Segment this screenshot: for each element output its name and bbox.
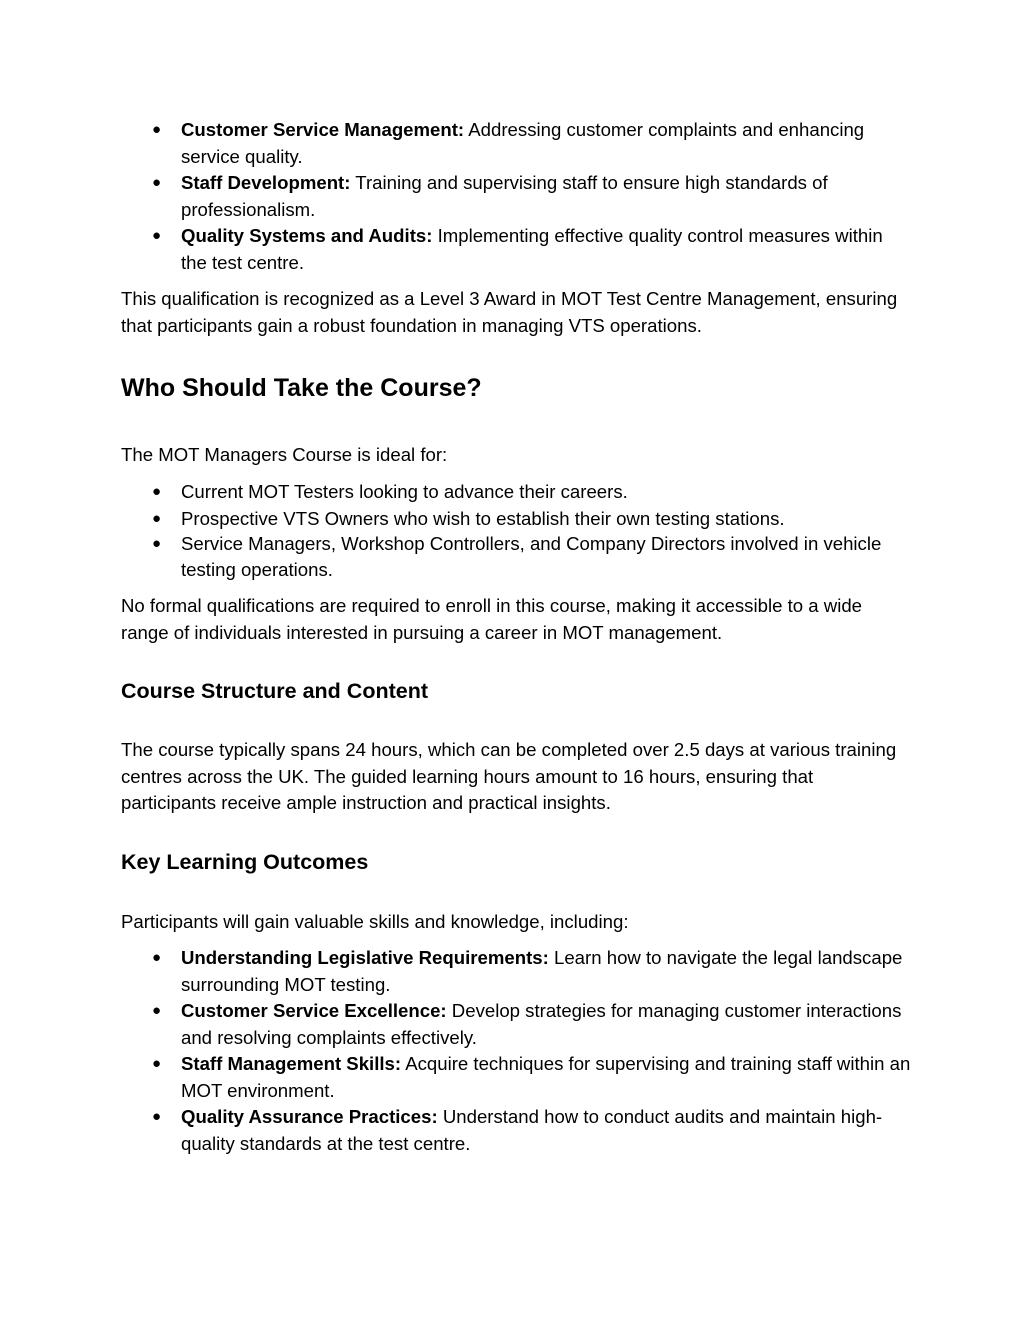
list-item xyxy=(121,117,911,170)
list-item-text: Training and supervising staff to ensure high standards of professionalism. xyxy=(181,172,828,220)
list-item xyxy=(121,506,911,531)
list-item-text: Service Managers, Workshop Controllers, and Company Directors involved in vehicle testing operations. xyxy=(181,532,882,580)
bullet-icon: ● xyxy=(152,227,162,244)
paragraph-text: No formal qualifications are required to enroll in this course, making it accessible to a wide range of individuals interested in pursuing a career in MOT management. xyxy=(121,595,863,643)
list-item-title: Staff Management Skills: xyxy=(181,1053,402,1074)
list-item xyxy=(121,945,911,998)
list-item-title: Quality Systems and Audits: xyxy=(181,225,433,246)
bullet-icon: ● xyxy=(152,1002,162,1019)
heading-course-structure: Course Structure and Content xyxy=(121,679,428,703)
list-item-title: Understanding Legislative Requirements: xyxy=(181,947,549,968)
list-item xyxy=(121,1104,911,1157)
paragraph-text: The course typically spans 24 hours, which can be completed over 2.5 days at various training centres across the UK. The guided learning hours amount to 16 hours, ensuring that participants receive ample instruction and practical insights. xyxy=(121,739,897,813)
list-item-title: Customer Service Excellence: xyxy=(181,1000,447,1021)
bullet-icon: ● xyxy=(152,483,162,500)
list-item xyxy=(121,223,911,276)
list-item-text: Addressing customer complaints and enhancing service quality. xyxy=(181,119,865,167)
requirements-paragraph xyxy=(121,593,911,646)
list-item-title: Staff Development: xyxy=(181,172,351,193)
paragraph-text: The MOT Managers Course is ideal for: xyxy=(121,444,448,465)
list-item xyxy=(121,1051,911,1104)
list-item-text: Learn how to navigate the legal landscape surrounding MOT testing. xyxy=(181,947,903,995)
list-item-text: Implementing effective quality control measures within the test centre. xyxy=(181,225,883,273)
list-item xyxy=(121,531,911,584)
bullet-icon: ● xyxy=(152,509,162,527)
paragraph-text: Participants will gain valuable skills and knowledge, including: xyxy=(121,911,629,932)
list-item-title: Customer Service Management: xyxy=(181,119,465,140)
list-item xyxy=(121,998,911,1051)
bullet-icon: ● xyxy=(152,534,162,552)
intro-outcomes xyxy=(121,909,911,936)
list-management-topics xyxy=(121,117,911,276)
list-item-text: Understand how to conduct audits and maintain high-quality standards at the test centre. xyxy=(181,1106,883,1154)
list-item-title: Quality Assurance Practices: xyxy=(181,1106,438,1127)
qualification-paragraph xyxy=(121,286,911,339)
heading-who-should-take: Who Should Take the Course? xyxy=(121,374,482,402)
paragraph-text: This qualification is recognized as a Level 3 Award in MOT Test Centre Management, ensuring that participants gain a robust foundation in managing VTS operations. xyxy=(121,288,898,336)
list-item-text: Current MOT Testers looking to advance their careers. xyxy=(181,481,628,502)
bullet-icon: ● xyxy=(152,121,162,138)
bullet-icon: ● xyxy=(152,1055,162,1072)
list-item xyxy=(121,170,911,223)
list-item-text: Prospective VTS Owners who wish to establish their own testing stations. xyxy=(181,507,785,529)
list-item xyxy=(121,479,911,506)
list-item-text: Acquire techniques for supervising and training staff within an MOT environment. xyxy=(181,1053,911,1101)
intro-who xyxy=(121,442,911,469)
structure-paragraph xyxy=(121,737,911,817)
bullet-icon: ● xyxy=(152,1108,162,1125)
bullet-icon: ● xyxy=(152,949,162,966)
list-learning-outcomes xyxy=(121,945,911,1157)
list-item-text: Develop strategies for managing customer interactions and resolving complaints effectively. xyxy=(181,1000,902,1048)
list-target-audience xyxy=(121,479,911,584)
heading-key-learning-outcomes: Key Learning Outcomes xyxy=(121,850,369,874)
bullet-icon: ● xyxy=(152,174,162,191)
